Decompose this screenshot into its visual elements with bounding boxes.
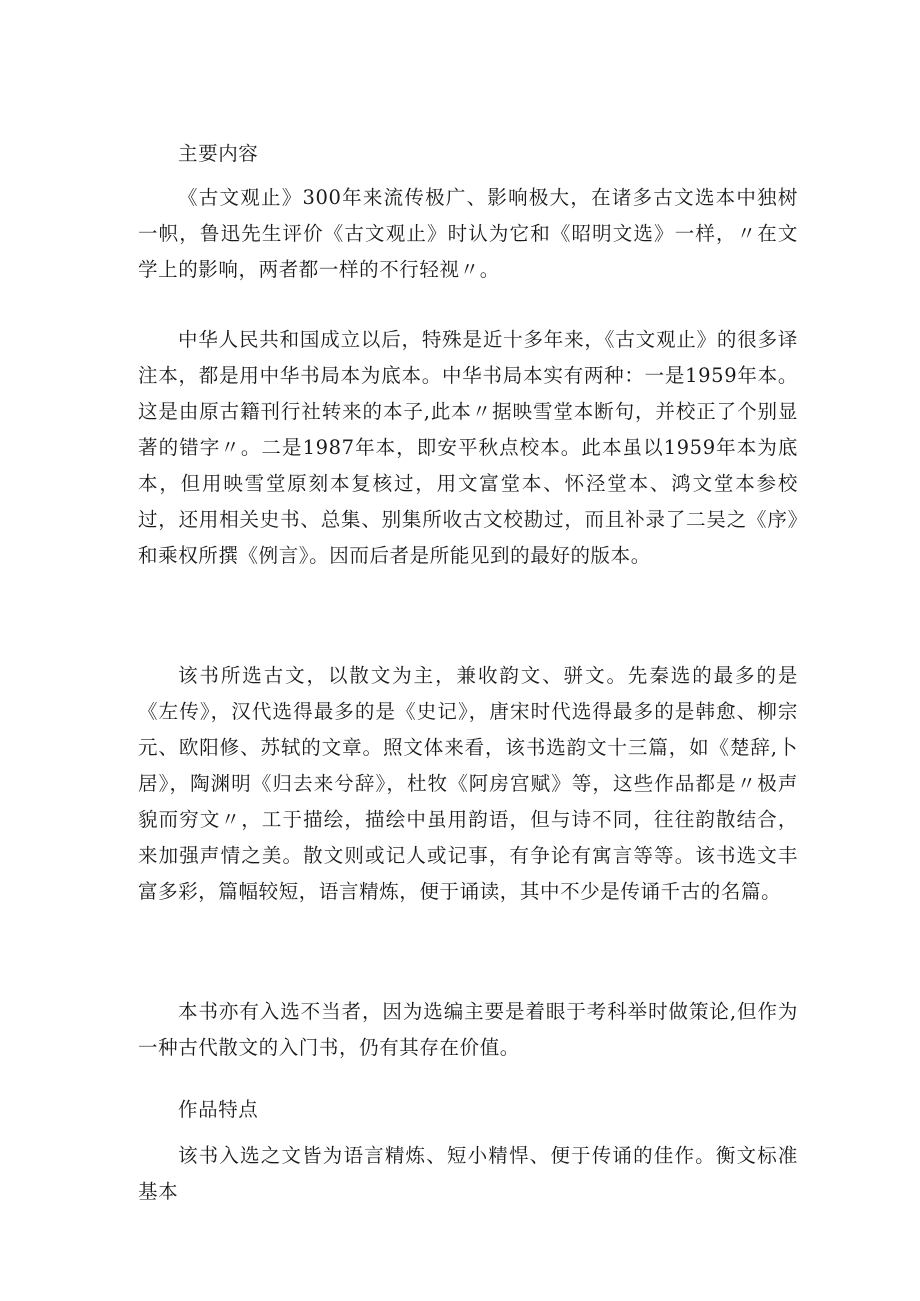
paragraph-features [138,1138,798,1210]
paragraph-text: 该书入选之文皆为语言精炼、短小精悍、便于传诵的佳作。衡文标准基本 [138,1144,798,1203]
paragraph-text: 《古文观止》300年来流传极广、影响极大，在诸多古文选本中独树一帜，鲁迅先生评价《古文观止》时认为它和《昭明文选》一样，〃在文学上的影响，两者都一样的不行轻视〃。 [138,186,798,281]
section-heading-features: 作品特点 [178,1098,259,1121]
paragraph-selection [138,658,798,910]
paragraph-intro [138,180,798,288]
section-heading-main-content: 主要内容 [178,142,259,165]
paragraph-text: 本书亦有入选不当者，因为选编主要是着眼于考科举时做策论,但作为一种古代散文的入门书，仍有其存在价值。 [138,1000,798,1059]
paragraph-limitations [138,994,798,1066]
paragraph-text: 该书所选古文，以散文为主，兼收韵文、骈文。先秦选的最多的是《左传》，汉代选得最多的是《史记》，唐宋时代选得最多的是韩愈、柳宗元、欧阳修、苏轼的文章。照文体来看，该书选韵文十三篇，如《楚辞,卜居》，陶渊明《归去来兮辞》，杜牧《阿房宫赋》等，这些作品都是〃极声貌而穷文〃，工于描绘，描绘中虽用韵语，但与诗不同，往往韵散结合，来加强声情之美。散文则或记人或记事，有争论有寓言等等。该书选文丰富多彩，篇幅较短，语言精炼，便于诵读，其中不少是传诵千古的名篇。 [138,664,798,903]
paragraph-text: 中华人民共和国成立以后，特殊是近十多年来，《古文观止》的很多译注本，都是用中华书局本为底本。中华书局本实有两种：一是1959年本。这是由原古籍刊行社转来的本子,此本〃据映雪堂本断句，并校正了个别显著的错字〃。二是1987年本，即安平秋点校本。此本虽以1959年本为底本，但用映雪堂原刻本复核过，用文富堂本、怀泾堂本、鸿文堂本参校过，还用相关史书、总集、别集所收古文校勘过，而且补录了二吴之《序》和乘权所撰《例言》。因而后者是所能见到的最好的版本。 [138,328,798,567]
paragraph-editions [138,322,798,574]
